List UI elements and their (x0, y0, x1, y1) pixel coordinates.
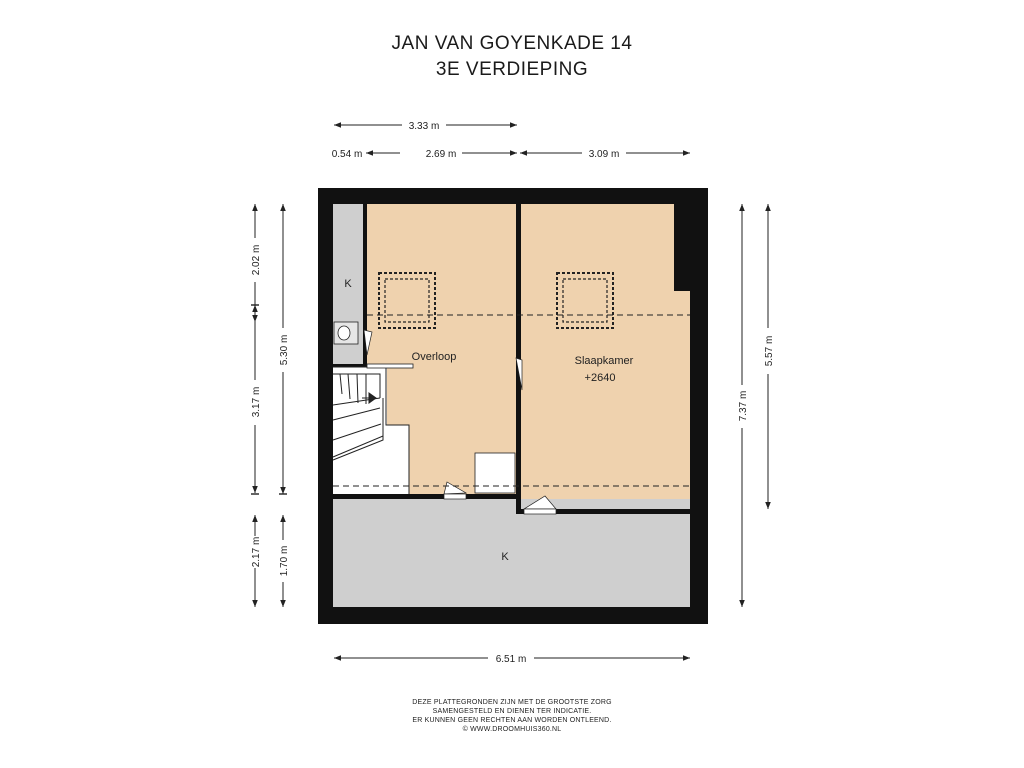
landing-cabinet (475, 453, 515, 493)
landing-shelf (367, 364, 413, 368)
dim-top-total: 3.33 m (408, 121, 440, 132)
door-gap-landing (444, 494, 466, 499)
dim-left-inner2: 1.70 m (279, 545, 290, 577)
plan-title-floor: 3E VERDIEPING (435, 59, 589, 80)
disclaimer-line-4: © WWW.DROOMHUIS360.NL (462, 726, 562, 733)
toilet-fixture (334, 322, 358, 344)
storage-large-area (333, 499, 690, 607)
dim-right-total: 7.37 m (738, 390, 749, 422)
interior-wall-horizontal (333, 494, 516, 499)
dim-left-seg2: 3.17 m (251, 386, 262, 418)
room-label-bedroom: Slaapkamer (574, 355, 634, 367)
dim-top-seg1: 0.54 m (331, 149, 363, 160)
plan-title-address: JAN VAN GOYENKADE 14 (391, 33, 633, 54)
disclaimer-line-2: SAMENGESTELD EN DIENEN TER INDICATIE. (432, 708, 592, 715)
dim-bottom-total: 6.51 m (495, 654, 527, 665)
dim-top-seg3: 3.09 m (588, 149, 620, 160)
dim-left-seg3: 2.17 m (251, 536, 262, 568)
room-label-storage-small: K (344, 278, 352, 290)
dim-left-inner1: 5.30 m (279, 334, 290, 366)
disclaimer (0, 698, 1024, 734)
room-level-bedroom: +2640 (584, 372, 616, 384)
stair-white-lower (333, 425, 409, 494)
dim-right-inner: 5.57 m (764, 335, 775, 367)
dim-left-seg1: 2.02 m (251, 244, 262, 276)
interior-wall-storage (363, 204, 367, 330)
room-label-storage-large: K (501, 551, 509, 563)
door-gap-bedroom (524, 509, 556, 514)
bedroom-notch (674, 204, 690, 291)
dim-top-seg2: 2.69 m (425, 149, 457, 160)
room-label-landing: Overloop (411, 351, 457, 363)
disclaimer-line-1: DEZE PLATTEGRONDEN ZIJN MET DE GROOTSTE ZORG (412, 699, 612, 706)
disclaimer-line-3: ER KUNNEN GEEN RECHTEN AAN WORDEN ONTLEEND. (412, 717, 612, 724)
